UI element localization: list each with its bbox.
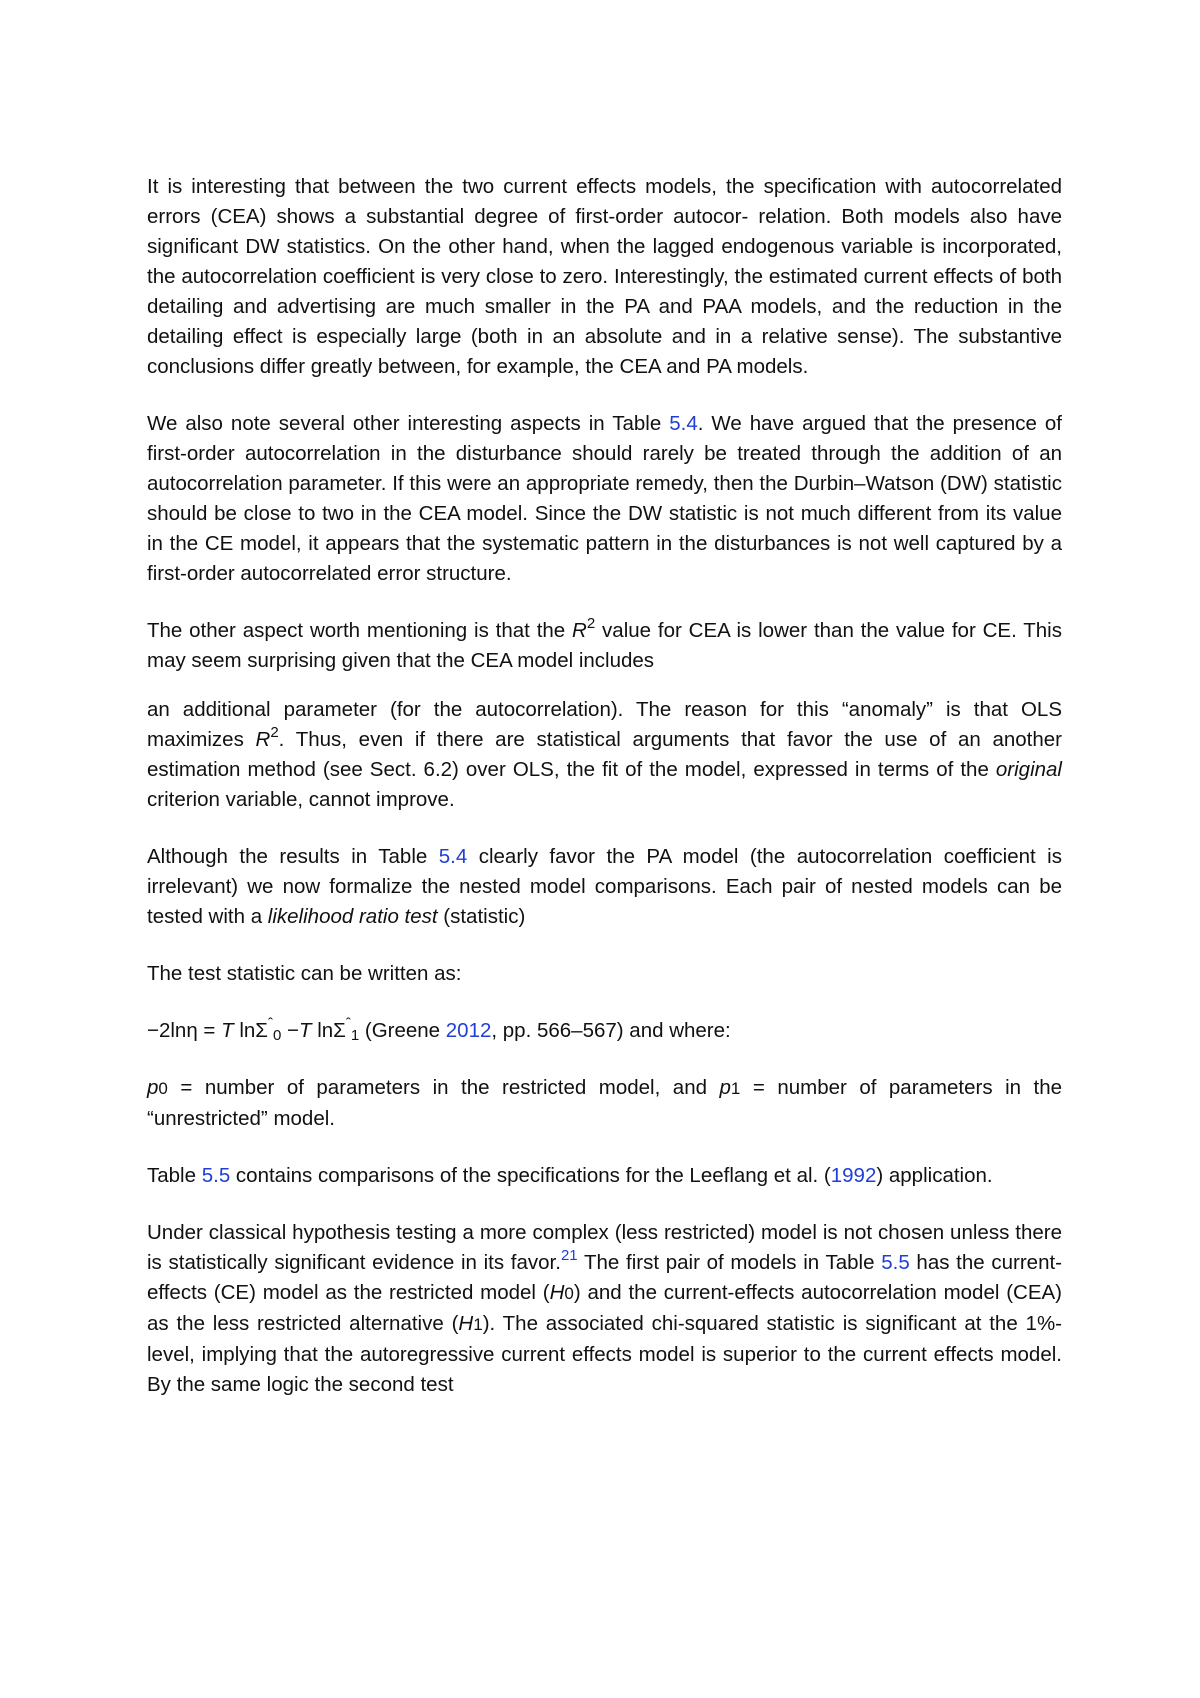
- citation-greene-2012[interactable]: 2012: [445, 1019, 492, 1042]
- document-page: [147, 172, 1062, 1427]
- paragraph-other-aspects: We also note several other interesting aspects in Table 5.4. We have argued that the presence of first-order autocorrelation in the disturbance should rarely be treated through the addition of an autocorrelation parameter. If this were an appropriate remedy, then the Durbin–Watson (DW) statistic should be close to two in the CEA model. Since the DW statistic is not much different from its value in the CE model, it appears that the systematic pattern in the disturbances is not well captured by a first-order autocorrelated error structure.: [147, 412, 1062, 585]
- table-reference-5-5-second[interactable]: 5.5: [881, 1251, 910, 1274]
- paragraph-r-squared: The other aspect worth mentioning is that the $R^2$ value for CEA is lower than the value for CE. This may seem surprising given that the CEA model includes: [147, 615, 1062, 672]
- table-reference-5-4-second[interactable]: 5.4: [438, 845, 468, 868]
- equation-likelihood-ratio: −2lnη = T lnΣ$^ˆ_0$ −T lnΣ$^ˆ_1$ (Greene 2012, pp. 566–567) and where:: [147, 1015, 731, 1044]
- paragraph-table-5-5: Table 5.5 contains comparisons of the specifications for the Leeflang et al. (1992) application.: [147, 1164, 993, 1187]
- table-reference-5-4[interactable]: 5.4: [669, 412, 698, 435]
- paragraph-current-effects: It is interesting that between the two current effects models, the specification with autocorrelated errors (CEA) shows a substantial degree of first-order autocor- relation. Both models also have significant DW statistics. On the other hand, when the lagged endogenous variable is incorporated, the autocorrelation coefficient is very close to zero. Interestingly, the estimated current effects of both detailing and advertising are much smaller in the PA and PAA models, and the reduction in the detailing effect is especially large (both in an absolute and in a relative sense). The substantive conclusions differ greatly between, for example, the CEA and PA models.: [147, 175, 1062, 378]
- paragraph-parameter-definitions: p0 = number of parameters in the restricted model, and p1 = number of parameters in the “unrestricted” model.: [147, 1076, 1063, 1130]
- table-reference-5-5[interactable]: 5.5: [201, 1164, 231, 1187]
- paragraph-anomaly: an additional parameter (for the autocorrelation). The reason for this “anomaly” is that OLS maximizes $R^2$. Thus, even if there are statistical arguments that favor the use of an another estimation method (see Sect. 6.2) over OLS, the fit of the model, expressed in terms of the original criterion variable, cannot improve.: [147, 698, 1062, 811]
- footnote-marker-21[interactable]: 21: [560, 1247, 578, 1264]
- paragraph-test-statistic-intro: The test statistic can be written as:: [147, 962, 462, 985]
- paragraph-hypothesis-testing: Under classical hypothesis testing a more complex (less restricted) model is not chosen unless there is statistically significant evidence in its favor.$^{21}$ The first pair of models in Table 5.5 has the current-effects (CE) model as the restricted model (H0) and the current-effects autocorrelation model (CEA) as the less restricted alternative (H1). The associated chi-squared statistic is significant at the 1%-level, implying that the autoregressive current effects model is superior to the current effects model. By the same logic the second test: [147, 1221, 1063, 1396]
- citation-leeflang-1992[interactable]: 1992: [830, 1164, 877, 1187]
- paragraph-nested-models: Although the results in Table 5.4 clearly favor the PA model (the autocorrelation coefficient is irrelevant) we now formalize the nested model comparisons. Each pair of nested models can be tested with a likelihood ratio test (statistic): [147, 845, 1062, 928]
